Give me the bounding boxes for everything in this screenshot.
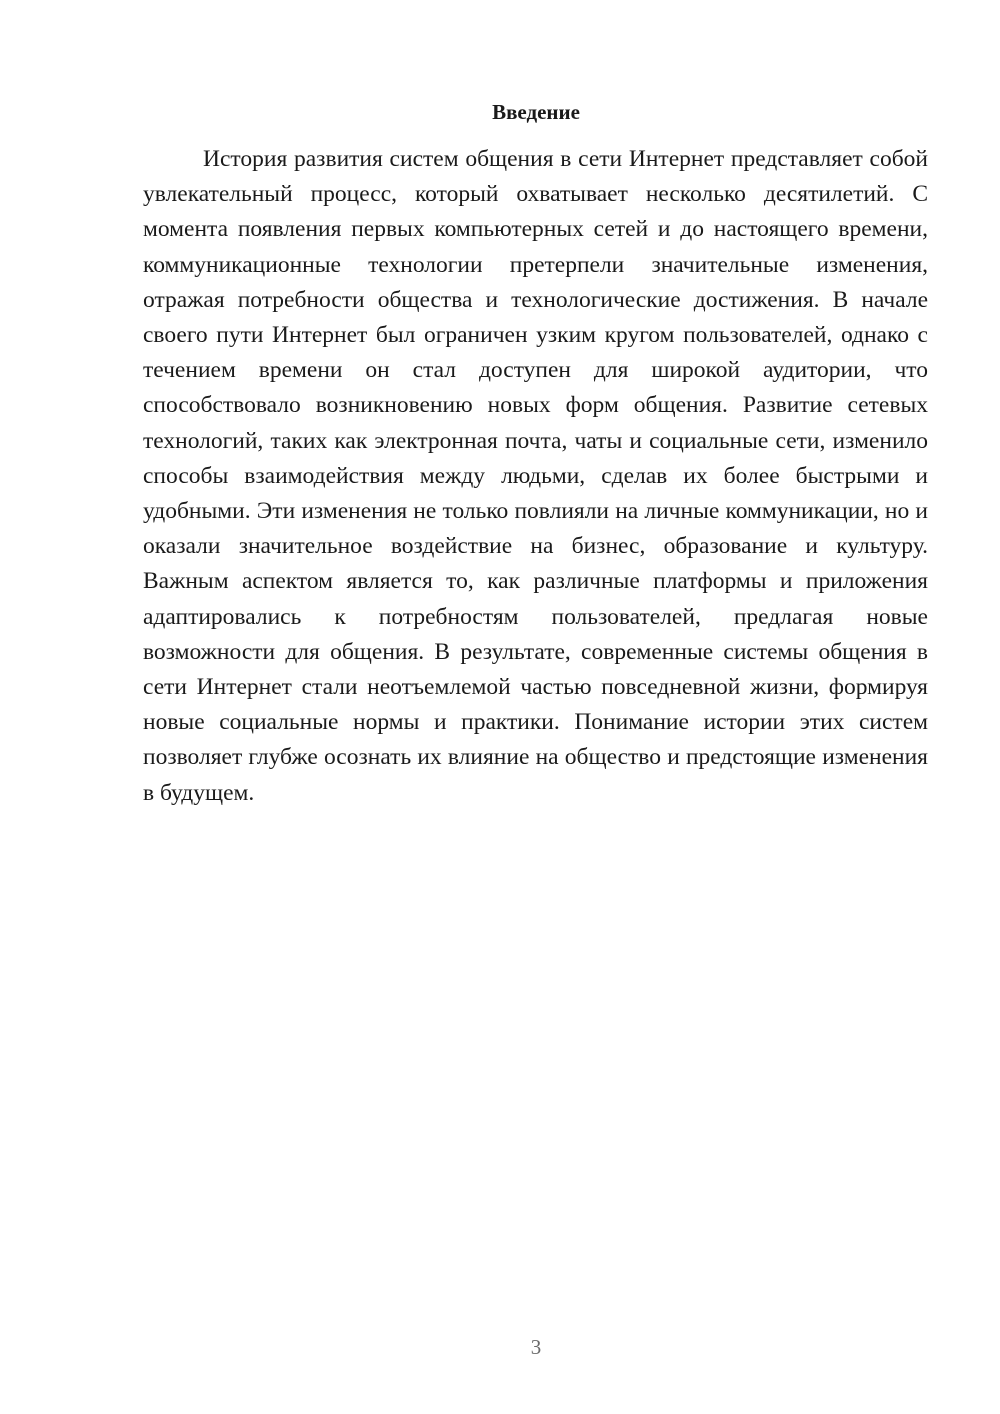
body-paragraph: История развития систем общения в сети Интернет представляет собой увлекательный процесс, который охватывает несколько десятилетий. С момента появления первых компьютерных сетей и до настоящего времени, коммуникационные технологии претерпели значительные изменения, отражая потребности общества и технологические достижения. В начале своего пути Интернет был ограничен узким кругом пользователей, однако с течением времени он стал доступен для широкой аудитории, что способствовало возникновению новых форм общения. Развитие сетевых технологий, таких как электронная почта, чаты и социальные сети, изменило способы взаимодействия между людьми, сделав их более быстрыми и удобными. Эти изменения не только повлияли на личные коммуникации, но и оказали значительное воздействие на бизнес, образование и культуру. Важным аспектом является то, как различные платформы и приложения адаптировались к потребностям пользователей, предлагая новые возможности для общения. В результате, современные системы общения в сети Интернет стали неотъемлемой частью повседневной жизни, формируя новые социальные нормы и практики. Понимание истории этих систем позволяет глубже осознать их влияние на общество и предстоящие изменения в будущем. (143, 146, 928, 806)
section-heading: Введение (492, 100, 580, 124)
page-number: 3 (530, 1335, 542, 1359)
